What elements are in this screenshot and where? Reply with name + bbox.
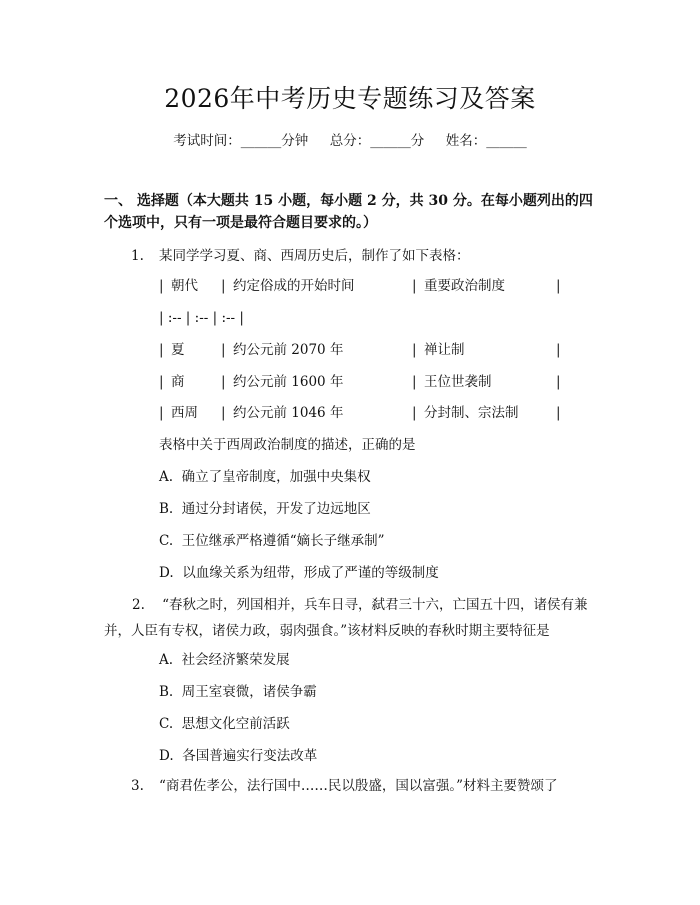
table-pipe: | [556, 342, 561, 358]
table-cell: 王位世袭制 [424, 374, 492, 390]
table-pipe: | [412, 405, 417, 421]
section-heading: 一、 选择题（本大题共 15 小题，每小题 2 分，共 30 分。在每小题列出的四个选项中，只有一项是最符合题目要求的。） [104, 193, 593, 231]
option-d: D. 各国普遍实行变法改革 [159, 748, 318, 764]
table-pipe: | [221, 278, 226, 294]
option-a: A. 社会经济繁荣发展 [159, 652, 290, 668]
table-header-cell: 重要政治制度 [424, 278, 505, 294]
table-pipe: | [221, 405, 226, 421]
question-2-stem: “春秋之时，列国相并，兵车日寻，弑君三十六，亡国五十四，诸侯有兼并，人臣有专权，诸侯力政，弱肉强食。”该材料反映的春秋时期主要特征是 [104, 597, 588, 639]
table-row [159, 372, 579, 392]
table-header-cell: 朝代 [171, 278, 198, 294]
table-cell: 禅让制 [424, 342, 465, 358]
table-header-cell: 约定俗成的开始时间 [233, 278, 355, 294]
table-cell: 约公元前 1046 年 [233, 405, 344, 421]
question-2 [104, 592, 600, 644]
option-c: C. 思想文化空前活跃 [159, 716, 290, 732]
option-b: B. 周王室衰微，诸侯争霸 [159, 684, 317, 700]
table-cell: 约公元前 2070 年 [233, 342, 344, 358]
table-pipe: | [556, 405, 561, 421]
table-separator-row: | :-- | :-- | :-- | [159, 310, 244, 326]
question-1-prompt: 表格中关于西周政治制度的描述，正确的是 [159, 437, 416, 453]
exam-meta-line: 考试时间：______分钟 总分：______分 姓名：______ [173, 133, 527, 149]
table-header-row [159, 276, 579, 296]
table-pipe: | [221, 374, 226, 390]
table-pipe: | [159, 342, 164, 358]
question-3-stem: “商君佐孝公，法行国中……民以殷盛，国以富强。”材料主要赞颂了 [159, 778, 558, 794]
table-pipe: | [159, 405, 164, 421]
table-pipe: | [221, 342, 226, 358]
page-title: 2026年中考历史专题练习及答案 [164, 84, 536, 113]
table-pipe: | [556, 374, 561, 390]
table-pipe: | [159, 374, 164, 390]
table-pipe: | [159, 278, 164, 294]
table-pipe: | [412, 342, 417, 358]
question-1-stem: 某同学学习夏、商、西周历史后，制作了如下表格： [159, 248, 470, 264]
option-a: A. 确立了皇帝制度，加强中央集权 [159, 469, 371, 485]
table-cell: 约公元前 1600 年 [233, 374, 344, 390]
question-3-number: 3. [131, 778, 144, 794]
table-row [159, 403, 579, 423]
option-c: C. 王位继承严格遵循“嫡长子继承制” [159, 533, 385, 549]
table-pipe: | [412, 278, 417, 294]
table-pipe: | [556, 278, 561, 294]
table-cell: 分封制、宗法制 [424, 405, 519, 421]
option-d: D. 以血缘关系为纽带，形成了严谨的等级制度 [159, 565, 439, 581]
question-2-number: 2. [132, 597, 145, 613]
table-row [159, 340, 579, 360]
option-b: B. 通过分封诸侯，开发了边远地区 [159, 501, 371, 517]
question-1-number: 1. [131, 248, 144, 264]
table-pipe: | [412, 374, 417, 390]
table-cell: 西周 [171, 405, 198, 421]
table-cell: 夏 [171, 342, 185, 358]
table-cell: 商 [171, 374, 185, 390]
